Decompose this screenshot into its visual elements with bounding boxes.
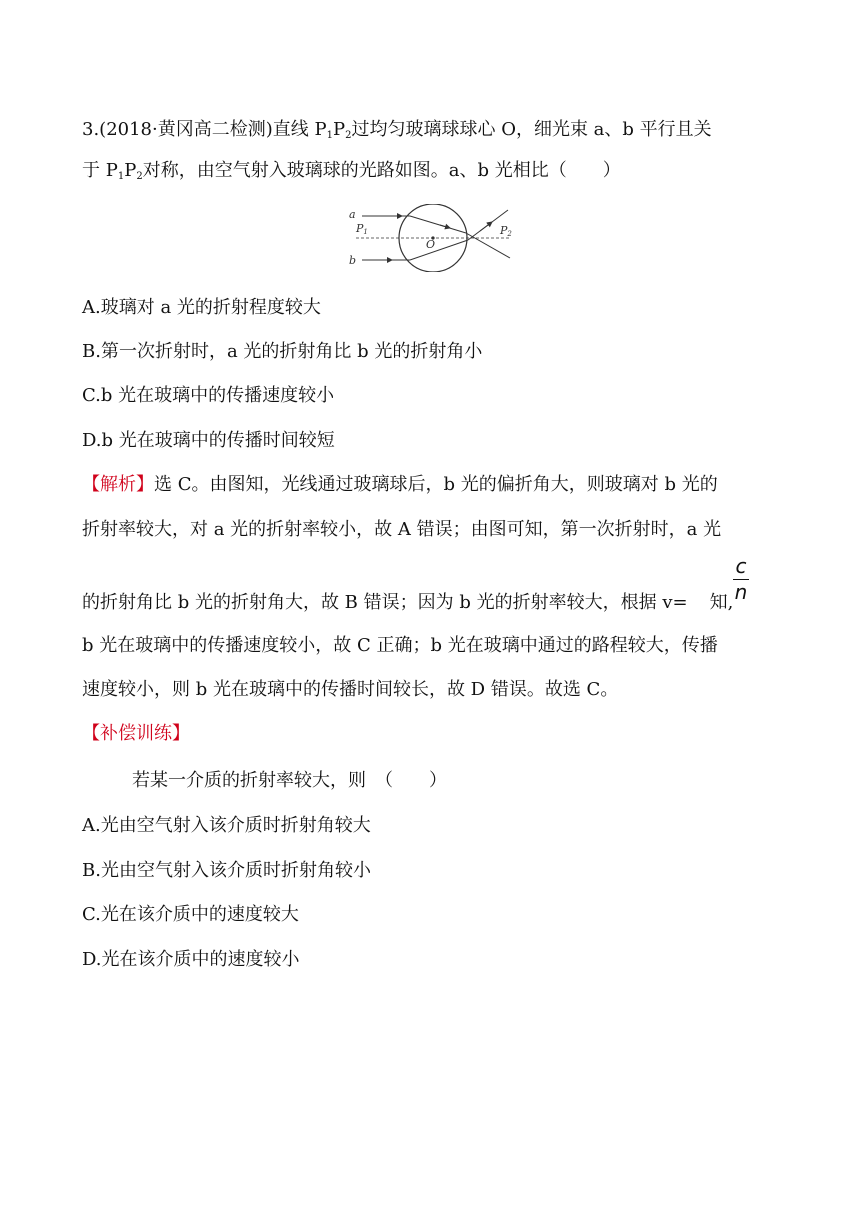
- supplement-option-a: A.光由空气射入该介质时折射角较大: [82, 815, 371, 836]
- ray-a-arrow-inside: [440, 225, 450, 228]
- analysis-line-5: 速度较小，则 b 光在玻璃中的传播时间较长，故 D 错误。故选 C。: [82, 679, 619, 700]
- analysis-line-4: b 光在玻璃中的传播速度较小，故 C 正确；b 光在玻璃中通过的路程较大，传播: [82, 635, 718, 656]
- option-c: C.b 光在玻璃中的传播速度较小: [82, 385, 335, 406]
- analysis-line-1: 【解析】选 C。由图知，光线通过玻璃球后，b 光的偏折角大，则玻璃对 b 光的: [82, 474, 718, 495]
- fraction-numerator: c: [735, 554, 747, 578]
- ray-a-inside: [410, 216, 466, 233]
- supplement-question: 若某一介质的折射率较大，则 （ ）: [132, 770, 447, 791]
- label-b: b: [349, 254, 357, 267]
- supplement-tag: 【补偿训练】: [82, 723, 190, 744]
- label-o: O: [426, 238, 436, 251]
- question-3-line-1: 3.(2018·黄冈高二检测)直线 $P_1P_2$过均匀玻璃球球心 O，细光束 a、b 平行且关: [82, 119, 712, 141]
- analysis-tag: 【解析】: [82, 474, 154, 495]
- option-a: A.玻璃对 a 光的折射程度较大: [82, 297, 321, 318]
- ray-b-arrow-out: [480, 222, 492, 231]
- supplement-option-b: B.光由空气射入该介质时折射角较小: [82, 860, 371, 881]
- option-d: D.b 光在玻璃中的传播时间较短: [82, 430, 335, 451]
- supplement-option-d: D.光在该介质中的速度较小: [82, 949, 300, 970]
- label-p2: P2: [500, 224, 512, 238]
- analysis-line-2: 折射率较大，对 a 光的折射率较小，故 A 错误；由图可知，第一次折射时，a 光: [82, 519, 722, 540]
- optics-figure: [340, 204, 520, 272]
- ray-b-inside: [410, 240, 468, 260]
- analysis-line-3: 的折射角比 b 光的折射角大，故 B 错误；因为 b 光的折射率较大，根据 v= 知,: [82, 592, 734, 613]
- supplement-option-c: C.光在该介质中的速度较大: [82, 904, 299, 925]
- option-b: B.第一次折射时，a 光的折射角比 b 光的折射角小: [82, 341, 483, 362]
- label-p1: P1: [356, 222, 368, 236]
- fraction-c-over-n: [730, 553, 752, 604]
- fraction-denominator: n: [734, 580, 748, 604]
- label-a: a: [349, 208, 356, 221]
- question-3-line-2: 于 $P_1P_2$对称，由空气射入玻璃球的光路如图。a、b 光相比（ ）: [82, 160, 621, 182]
